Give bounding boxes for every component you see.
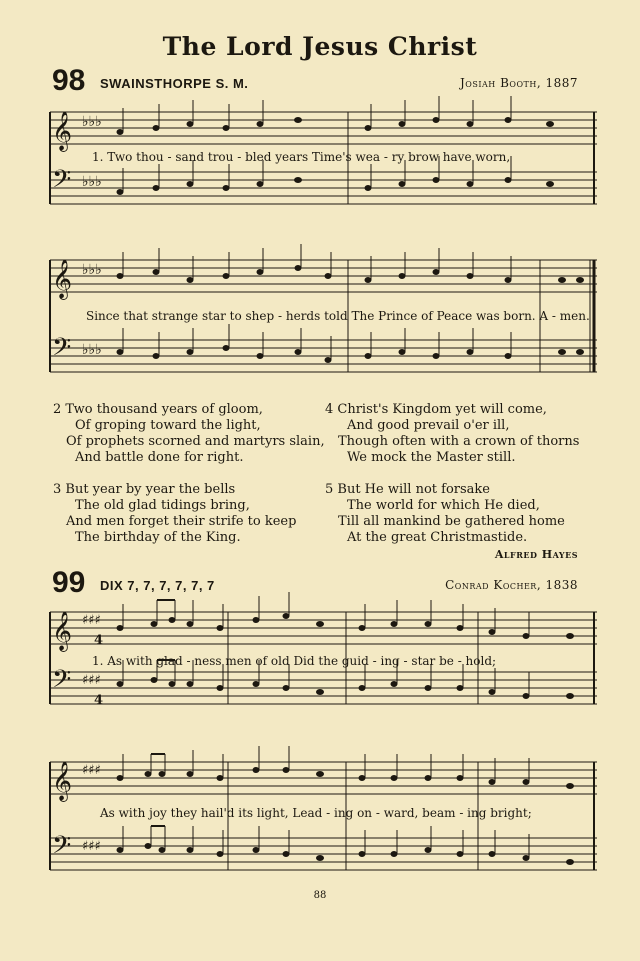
text-author: Alfred Hayes — [494, 548, 578, 561]
svg-text:𝄢: 𝄢 — [52, 165, 72, 200]
page-title: The Lord Jesus Christ — [162, 32, 478, 61]
svg-text:♯♯♯: ♯♯♯ — [82, 763, 101, 778]
composer: Conrad Kocher, 1838 — [445, 578, 578, 592]
stanza-line: The old glad tidings bring, — [75, 498, 250, 513]
svg-text:♭♭♭: ♭♭♭ — [82, 342, 102, 358]
lyric-line: As with joy they hail'd its light, Lead - ing on - ward, beam - ing bright; — [100, 806, 532, 820]
stanza-line: The birthday of the King. — [75, 530, 241, 545]
stanza-line: And men forget their strife to keep — [66, 514, 297, 529]
lyric-line: 1. As with glad - ness men of old Did the guid - ing - star be - hold; — [92, 654, 497, 668]
svg-text:♯♯♯: ♯♯♯ — [82, 613, 101, 628]
svg-text:𝄞: 𝄞 — [52, 611, 73, 651]
svg-text:𝄞: 𝄞 — [52, 111, 73, 151]
stanza — [325, 402, 579, 466]
lyric-line: 1. Two thou - sand trou - bled years Time's wea - ry brow have worn, — [92, 150, 511, 164]
stanza-line: 4 Christ's Kingdom yet will come, — [325, 402, 547, 417]
svg-text:♭♭♭: ♭♭♭ — [82, 114, 102, 130]
svg-text:4: 4 — [94, 633, 104, 648]
stanza-line: At the great Christmastide. — [347, 530, 528, 545]
svg-text:𝄢: 𝄢 — [52, 831, 72, 866]
stanza-line: Of prophets scorned and martyrs slain, — [66, 434, 325, 449]
hymn-number: 99 — [52, 566, 86, 599]
stanza — [53, 482, 296, 546]
page-number: 88 — [313, 890, 327, 901]
hymn-number: 98 — [52, 64, 86, 97]
stanza-line: And battle done for right. — [75, 450, 244, 465]
tune-name: DIX 7, 7, 7, 7, 7, 7 — [100, 578, 215, 593]
svg-text:𝄞: 𝄞 — [52, 259, 73, 299]
stanza-line: Though often with a crown of thorns — [338, 434, 580, 449]
stanza — [53, 402, 325, 466]
svg-text:♭♭♭: ♭♭♭ — [82, 262, 102, 278]
stanza-line: Till all mankind be gathered home — [338, 514, 565, 529]
stanza-line: Of groping toward the light, — [75, 418, 261, 433]
composer: Josiah Booth, 1887 — [460, 76, 578, 90]
stanza — [325, 482, 565, 546]
svg-text:𝄞: 𝄞 — [52, 761, 73, 801]
stanza-line: 2 Two thousand years of gloom, — [53, 402, 263, 417]
svg-text:𝄢: 𝄢 — [52, 665, 72, 700]
stanza-line: The world for which He died, — [347, 498, 540, 513]
stanza-line: And good prevail o'er ill, — [347, 418, 510, 433]
stanza-line: We mock the Master still. — [347, 450, 516, 465]
stanza-line: 3 But year by year the bells — [53, 482, 236, 497]
svg-text:♯♯♯: ♯♯♯ — [82, 839, 101, 854]
svg-text:♯♯♯: ♯♯♯ — [82, 673, 101, 688]
lyric-line: Since that strange star to shep - herds told The Prince of Peace was born. A - men. — [86, 309, 590, 323]
svg-text:♭♭♭: ♭♭♭ — [82, 174, 102, 190]
svg-text:𝄢: 𝄢 — [52, 333, 72, 368]
tune-name: SWAINSTHORPE S. M. — [100, 76, 249, 91]
stanza-line: 5 But He will not forsake — [325, 482, 490, 497]
svg-text:4: 4 — [94, 693, 104, 708]
